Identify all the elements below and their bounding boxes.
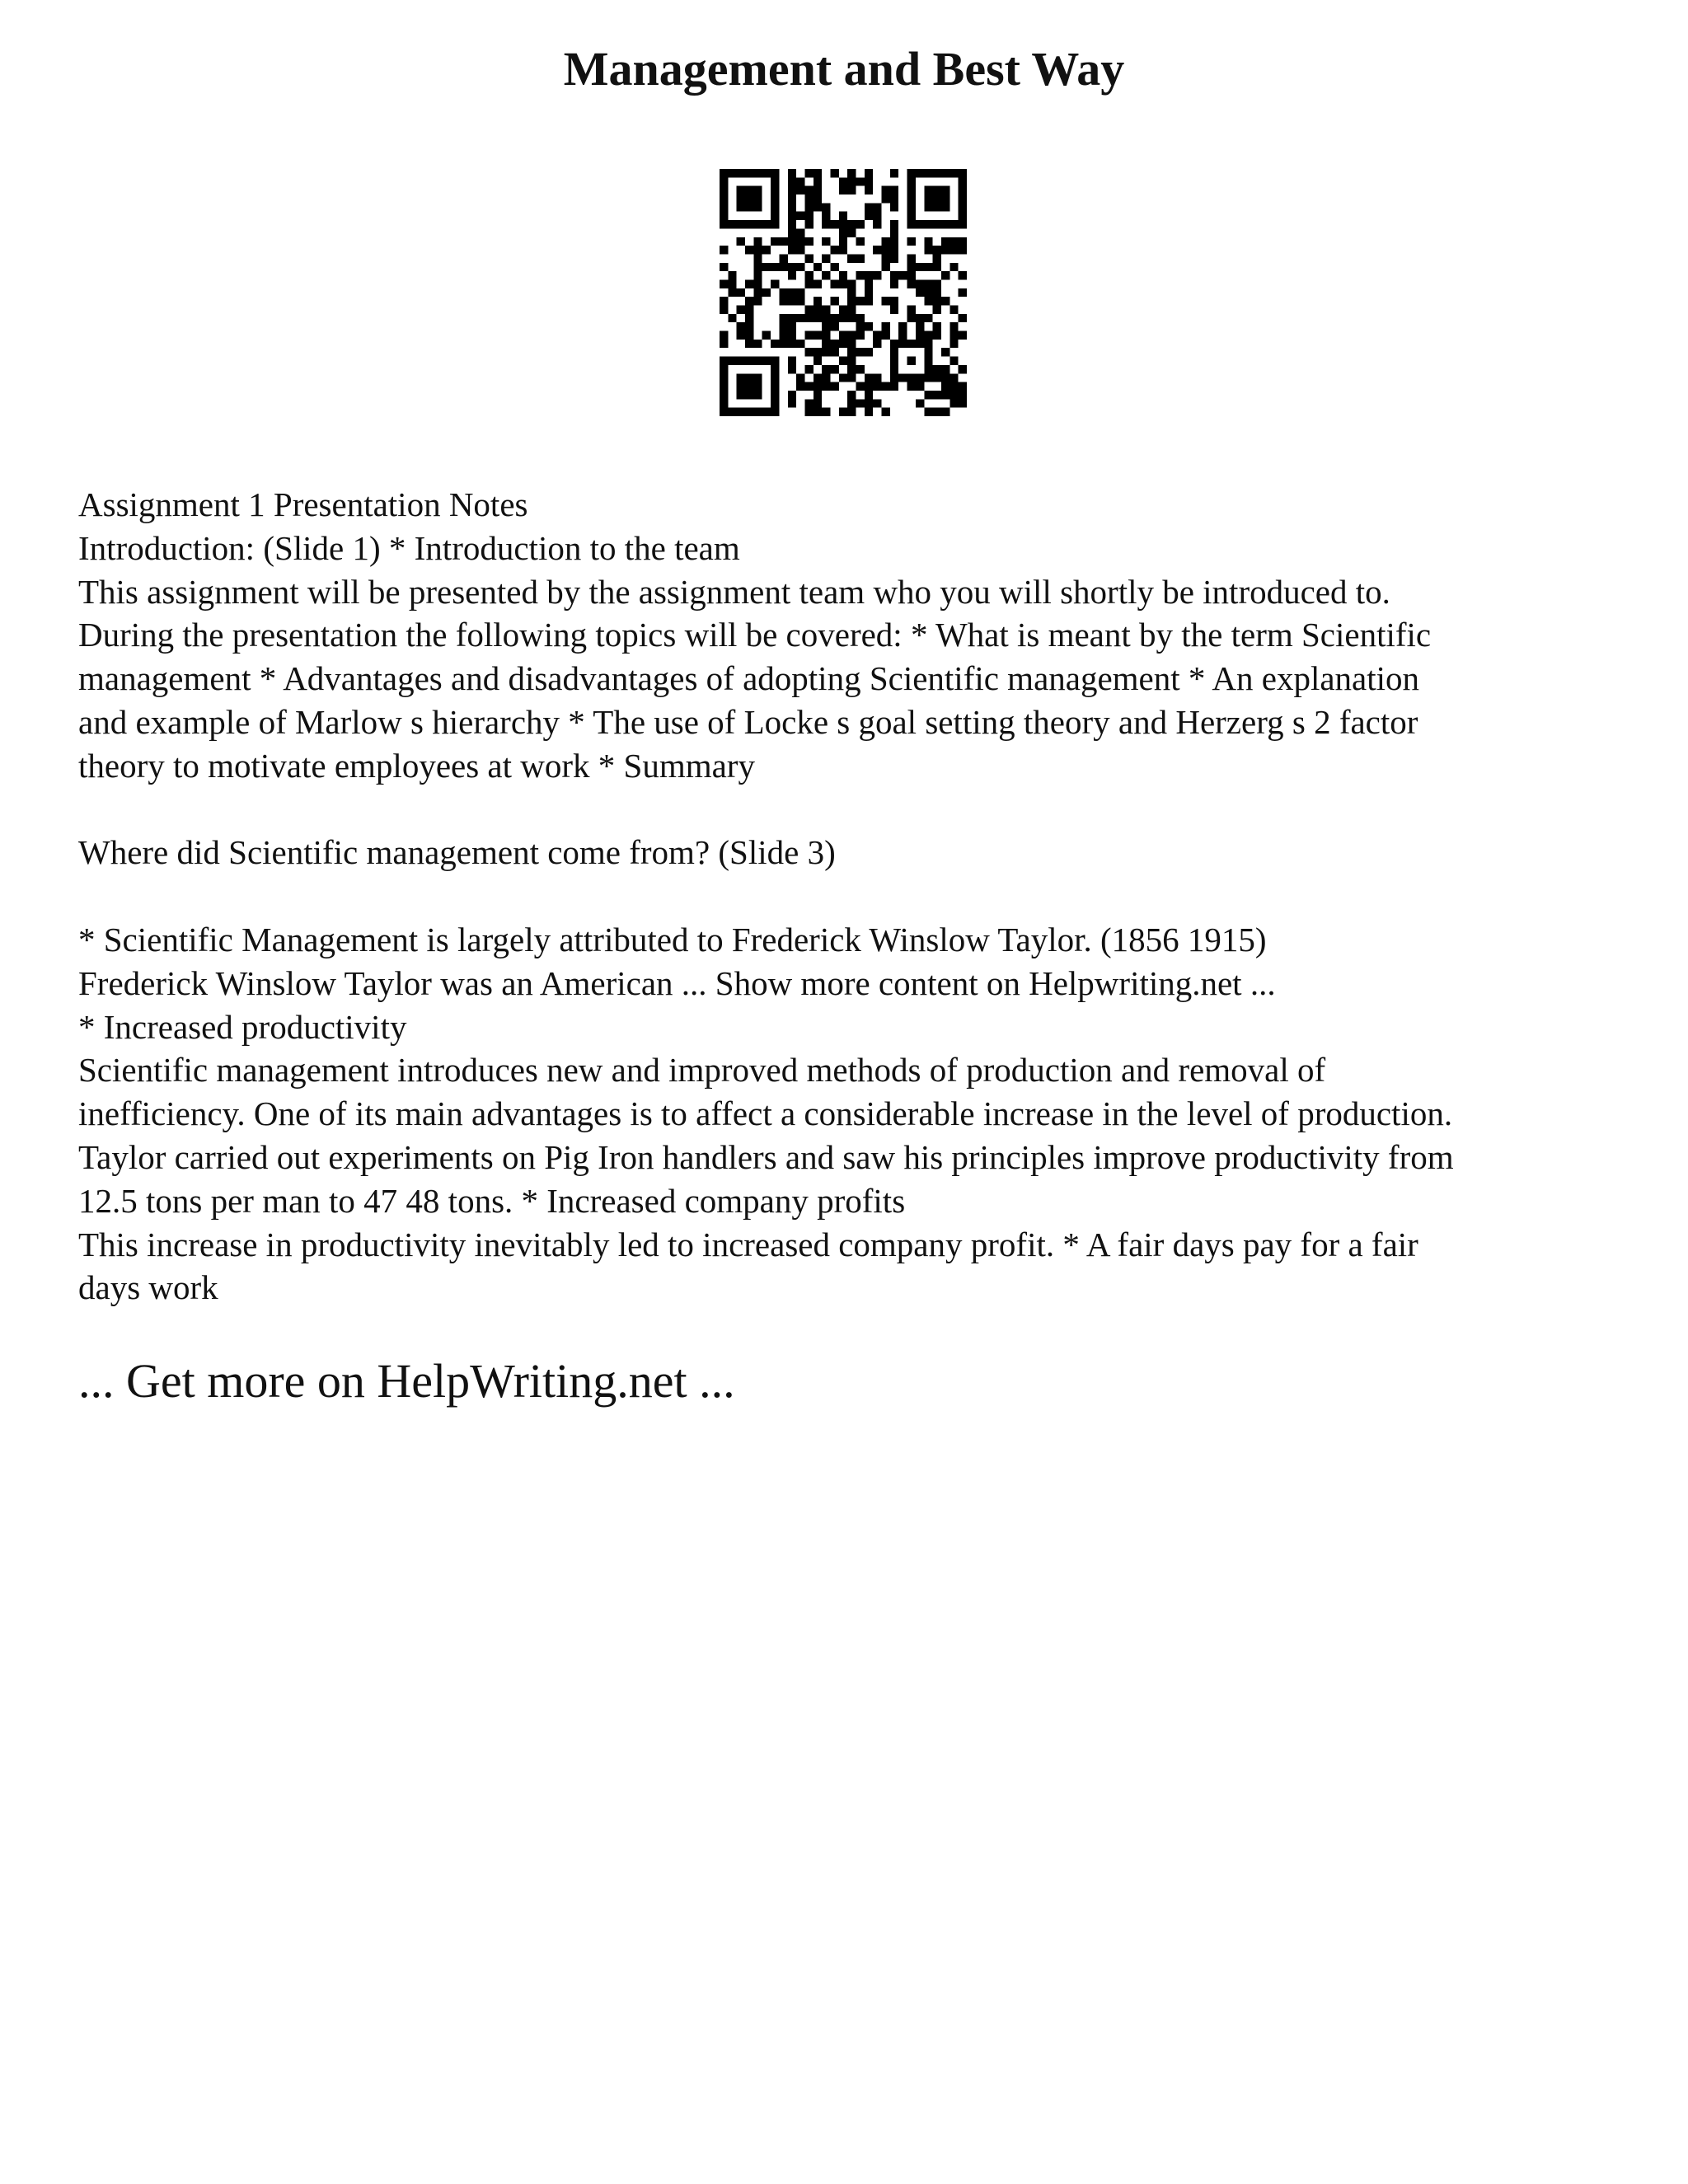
body-line: days work bbox=[78, 1268, 218, 1307]
paragraph-gap bbox=[78, 788, 1628, 832]
body-line: * Scientific Management is largely attributed to Frederick Winslow Taylor. (1856 1915) bbox=[78, 920, 1267, 958]
body-line: theory to motivate employees at work * Summary bbox=[78, 746, 755, 785]
body-line: Scientific management introduces new and improved methods of production and removal of bbox=[78, 1051, 1326, 1090]
body-line: inefficiency. One of its main advantages is to affect a considerable increase in the level of production. bbox=[78, 1094, 1453, 1133]
document-title: Management and Best Way bbox=[563, 42, 1125, 96]
body-line: Assignment 1 Presentation Notes bbox=[78, 485, 528, 523]
body-line: * Increased productivity bbox=[78, 1007, 407, 1046]
get-more-link[interactable]: ... Get more on HelpWriting.net ... bbox=[78, 1354, 735, 1408]
body-line: This increase in productivity inevitably led to increased company profit. * A fair days pay for a fair bbox=[78, 1225, 1418, 1263]
document-body bbox=[78, 483, 1628, 1310]
body-line: Taylor carried out experiments on Pig Iron handlers and saw his principles improve productivity from bbox=[78, 1137, 1454, 1176]
body-line: During the presentation the following topics will be covered: * What is meant by the term Scientific bbox=[78, 616, 1432, 654]
body-line: and example of Marlow s hierarchy * The use of Locke s goal setting theory and Herzerg s 2 factor bbox=[78, 702, 1418, 741]
body-line: 12.5 tons per man to 47 48 tons. * Increased company profits bbox=[78, 1181, 906, 1220]
qr-code-icon bbox=[720, 169, 967, 416]
body-line: Introduction: (Slide 1) * Introduction to the team bbox=[78, 528, 740, 567]
body-line: Frederick Winslow Taylor was an American ... Show more content on Helpwriting.net ... bbox=[78, 963, 1276, 1002]
body-line: This assignment will be presented by the assignment team who you will shortly be introduced to. bbox=[78, 572, 1390, 611]
body-line: management * Advantages and disadvantages of adopting Scientific management * An explanation bbox=[78, 659, 1420, 698]
section-heading: Where did Scientific management come from? (Slide 3) bbox=[78, 833, 836, 872]
paragraph-gap bbox=[78, 874, 1628, 918]
